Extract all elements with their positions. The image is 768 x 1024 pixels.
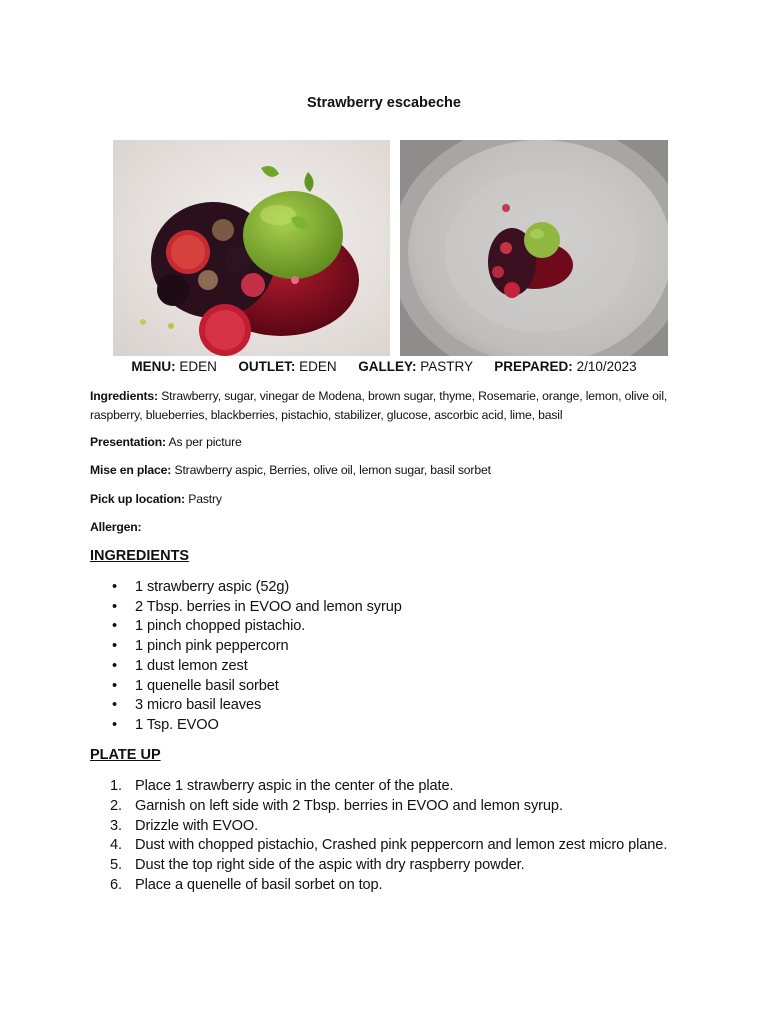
ingredients-label: Ingredients:	[90, 389, 158, 403]
recipe-meta-line	[0, 359, 768, 374]
step-number: 5.	[110, 857, 122, 874]
step-number: 3.	[110, 817, 122, 834]
plated-dessert-photo	[400, 140, 668, 356]
prepared-label: PREPARED:	[494, 359, 573, 374]
step-number: 1.	[110, 778, 122, 794]
allergen-label: Allergen:	[90, 520, 142, 534]
ingredient-item: • 1 Tsp. EVOO	[90, 716, 690, 736]
step-text: Dust the top right side of the aspic with dry raspberry powder.	[135, 857, 525, 874]
ingredient-item: • 3 micro basil leaves	[90, 696, 690, 716]
presentation-field	[90, 433, 670, 452]
plate-up-step	[90, 797, 690, 817]
step-number: 6.	[110, 876, 122, 893]
mise-en-place-field	[90, 461, 670, 480]
plate-up-steps	[90, 777, 690, 896]
plate-up-step	[90, 817, 690, 837]
outlet-label: OUTLET:	[238, 359, 296, 374]
ingredient-item: • 1 dust lemon zest	[90, 657, 690, 677]
step-number: 4.	[110, 837, 122, 854]
step-text: Dust with chopped pistachio, Crashed pink peppercorn and lemon zest micro plane.	[135, 837, 668, 854]
step-text: Place 1 strawberry aspic in the center of the plate.	[135, 778, 454, 794]
presentation-label: Presentation:	[90, 435, 166, 449]
ingredient-item: • 1 pinch chopped pistachio.	[90, 617, 690, 637]
pickup-label: Pick up location:	[90, 492, 185, 506]
galley-label: GALLEY:	[358, 359, 417, 374]
galley-value: PASTRY	[420, 359, 473, 374]
page-title: Strawberry escabeche	[307, 95, 461, 111]
dessert-closeup-photo	[113, 140, 390, 356]
prepared-value: 2/10/2023	[576, 359, 637, 374]
step-number: 2.	[110, 797, 122, 814]
ingredients-summary	[90, 387, 670, 424]
ingredients-heading: INGREDIENTS	[90, 548, 190, 564]
plate-up-step	[90, 856, 690, 876]
mise-value: Strawberry aspic, Berries, olive oil, lemon sugar, basil sorbet	[174, 463, 491, 477]
step-text: Place a quenelle of basil sorbet on top.	[135, 876, 383, 893]
ingredient-item: • 1 strawberry aspic (52g)	[90, 578, 690, 598]
step-text: Garnish on left side with 2 Tbsp. berries in EVOO and lemon syrup.	[135, 797, 563, 814]
ingredient-item: • 1 pinch pink peppercorn	[90, 637, 690, 657]
plate-up-heading: PLATE UP	[90, 747, 161, 763]
presentation-value: As per picture	[168, 435, 242, 449]
ingredient-item: • 1 quenelle basil sorbet	[90, 677, 690, 697]
pickup-location-field	[90, 490, 670, 509]
ingredients-value: Strawberry, sugar, vinegar de Modena, brown sugar, thyme, Rosemarie, orange, lemon, olive oil, raspberry, blueberries, blackberries, pistachio, stabilizer, glucose, ascorbic acid, lime, basil	[90, 389, 668, 422]
plate-up-step	[90, 777, 690, 797]
allergen-field	[90, 518, 670, 537]
ingredients-list	[90, 578, 690, 736]
outlet-value: EDEN	[299, 359, 337, 374]
plate-up-step	[90, 876, 690, 896]
plate-up-step	[90, 836, 690, 856]
menu-label: MENU:	[131, 359, 176, 374]
mise-label: Mise en place:	[90, 463, 172, 477]
menu-value: EDEN	[179, 359, 217, 374]
step-text: Drizzle with EVOO.	[135, 817, 259, 834]
ingredient-item: • 2 Tbsp. berries in EVOO and lemon syrup	[90, 598, 690, 618]
pickup-value: Pastry	[188, 492, 222, 506]
